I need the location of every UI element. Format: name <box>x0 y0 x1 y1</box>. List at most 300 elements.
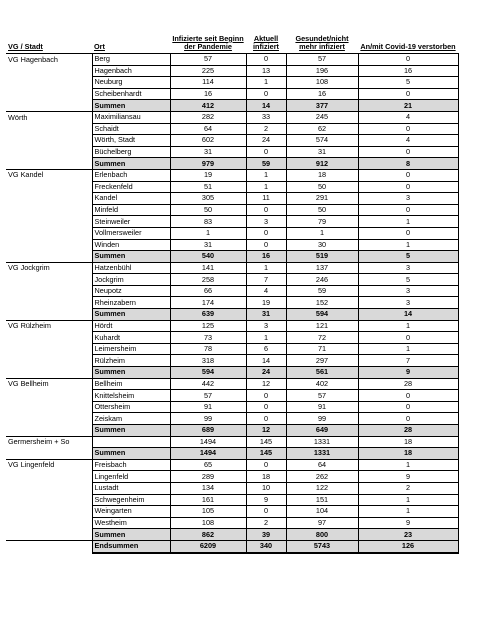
cell-verstorben: 126 <box>358 540 458 552</box>
cell-infiziert: 31 <box>170 239 246 251</box>
header-vg: VG / Stadt <box>6 16 92 54</box>
cell-infiziert: 114 <box>170 77 246 89</box>
cell-gesundet: 99 <box>286 413 358 425</box>
cell-aktuell: 1 <box>246 262 286 274</box>
cell-verstorben: 3 <box>358 193 458 205</box>
cell-gesundet: 152 <box>286 297 358 309</box>
cell-vg <box>6 227 92 239</box>
cell-verstorben: 14 <box>358 309 458 321</box>
cell-infiziert: 540 <box>170 251 246 263</box>
cell-ort: Erlenbach <box>92 169 170 181</box>
cell-gesundet: 50 <box>286 204 358 216</box>
cell-aktuell: 1 <box>246 169 286 181</box>
cell-gesundet: 50 <box>286 181 358 193</box>
cell-ort: Lustadt <box>92 482 170 494</box>
cell-vg <box>6 448 92 460</box>
cell-infiziert: 99 <box>170 413 246 425</box>
cell-verstorben: 7 <box>358 355 458 367</box>
cell-gesundet: 64 <box>286 459 358 471</box>
cell-verstorben: 0 <box>358 54 458 66</box>
cell-ort: Rheinzabern <box>92 297 170 309</box>
cell-gesundet: 519 <box>286 251 358 263</box>
cell-sum-label: Summen <box>92 448 170 460</box>
cell-aktuell: 0 <box>246 506 286 518</box>
cell-gesundet: 59 <box>286 285 358 297</box>
table-row <box>6 471 458 483</box>
cell-ort: Neuburg <box>92 77 170 89</box>
cell-infiziert: 412 <box>170 100 246 112</box>
cell-ort: Büchelberg <box>92 146 170 158</box>
cell-infiziert: 1494 <box>170 436 246 448</box>
cell-infiziert: 125 <box>170 320 246 332</box>
cell-gesundet: 377 <box>286 100 358 112</box>
table-row <box>6 390 458 402</box>
cell-aktuell: 3 <box>246 216 286 228</box>
cell-ort: Minfeld <box>92 204 170 216</box>
cell-verstorben: 18 <box>358 436 458 448</box>
cell-infiziert: 31 <box>170 146 246 158</box>
cell-gesundet: 121 <box>286 320 358 332</box>
table-row <box>6 88 458 100</box>
cell-vg <box>6 529 92 541</box>
cell-gesundet: 912 <box>286 158 358 170</box>
table-row <box>6 378 458 390</box>
table-row <box>6 181 458 193</box>
cell-infiziert: 51 <box>170 181 246 193</box>
cell-aktuell: 11 <box>246 193 286 205</box>
cell-infiziert: 289 <box>170 471 246 483</box>
cell-vg: VG Bellheim <box>8 379 49 389</box>
cell-verstorben: 3 <box>358 262 458 274</box>
cell-gesundet: 649 <box>286 425 358 437</box>
header-ort: Ort <box>92 16 170 54</box>
cell-infiziert: 6209 <box>170 540 246 552</box>
cell-infiziert: 1 <box>170 227 246 239</box>
cell-gesundet: 5743 <box>286 540 358 552</box>
cell-vg <box>6 146 92 158</box>
cell-ort: Steinweiler <box>92 216 170 228</box>
cell-vg <box>6 390 92 402</box>
cell-vg <box>6 506 92 518</box>
table-row <box>6 285 458 297</box>
cell-aktuell: 0 <box>246 239 286 251</box>
cell-gesundet: 104 <box>286 506 358 518</box>
cell-infiziert: 50 <box>170 204 246 216</box>
cell-aktuell: 340 <box>246 540 286 552</box>
cell-vg <box>6 413 92 425</box>
cell-ort: Neupotz <box>92 285 170 297</box>
cell-infiziert: 57 <box>170 54 246 66</box>
cell-ort: Hördt <box>92 320 170 332</box>
cell-gesundet: 97 <box>286 517 358 529</box>
cell-aktuell: 24 <box>246 135 286 147</box>
cell-gesundet: 57 <box>286 54 358 66</box>
cell-infiziert: 65 <box>170 459 246 471</box>
cell-aktuell: 1 <box>246 77 286 89</box>
table-row <box>6 65 458 77</box>
cell-aktuell: 39 <box>246 529 286 541</box>
cell-ort: Kandel <box>92 193 170 205</box>
cell-sum-label: Summen <box>92 100 170 112</box>
cell-ort: Jockgrim <box>92 274 170 286</box>
header-aktuell: Aktuell infiziert <box>246 16 286 54</box>
cell-verstorben: 4 <box>358 135 458 147</box>
summary-row <box>6 251 458 263</box>
cell-vg <box>6 517 92 529</box>
cell-infiziert: 105 <box>170 506 246 518</box>
cell-aktuell: 145 <box>246 448 286 460</box>
cell-verstorben: 0 <box>358 413 458 425</box>
cell-infiziert: 639 <box>170 309 246 321</box>
cell-vg: VG Jockgrim <box>8 263 50 273</box>
cell-verstorben: 0 <box>358 181 458 193</box>
cell-infiziert: 594 <box>170 367 246 379</box>
cell-vg <box>6 309 92 321</box>
table-row <box>6 169 458 181</box>
table-row <box>6 193 458 205</box>
cell-aktuell: 0 <box>246 459 286 471</box>
cell-aktuell: 0 <box>246 227 286 239</box>
cell-ort: Rülzheim <box>92 355 170 367</box>
covid-table <box>6 16 459 554</box>
cell-vg <box>6 239 92 251</box>
cell-vg <box>6 494 92 506</box>
table-row <box>6 262 458 274</box>
cell-infiziert: 134 <box>170 482 246 494</box>
cell-gesundet: 31 <box>286 146 358 158</box>
cell-infiziert: 78 <box>170 343 246 355</box>
cell-gesundet: 291 <box>286 193 358 205</box>
cell-infiziert: 57 <box>170 390 246 402</box>
cell-aktuell: 2 <box>246 123 286 135</box>
cell-vg <box>6 65 92 77</box>
cell-gesundet: 297 <box>286 355 358 367</box>
header-row <box>6 16 458 54</box>
cell-vg <box>6 204 92 216</box>
cell-infiziert: 225 <box>170 65 246 77</box>
table-row <box>6 494 458 506</box>
summary-row <box>6 367 458 379</box>
cell-ort: Freisbach <box>92 459 170 471</box>
cell-infiziert: 73 <box>170 332 246 344</box>
cell-verstorben: 18 <box>358 448 458 460</box>
cell-verstorben: 1 <box>358 506 458 518</box>
cell-aktuell: 0 <box>246 146 286 158</box>
cell-gesundet: 800 <box>286 529 358 541</box>
table-row <box>6 239 458 251</box>
cell-vg <box>6 88 92 100</box>
cell-gesundet: 62 <box>286 123 358 135</box>
cell-aktuell: 24 <box>246 367 286 379</box>
cell-sum-label: Summen <box>92 529 170 541</box>
cell-ort: Ottersheim <box>92 401 170 413</box>
cell-gesundet: 262 <box>286 471 358 483</box>
table-row <box>6 506 458 518</box>
cell-ort: Kuhardt <box>92 332 170 344</box>
cell-ort: Leimersheim <box>92 343 170 355</box>
cell-gesundet: 1 <box>286 227 358 239</box>
cell-verstorben: 0 <box>358 401 458 413</box>
cell-vg <box>6 401 92 413</box>
summary-row <box>6 448 458 460</box>
cell-infiziert: 282 <box>170 111 246 123</box>
cell-verstorben: 1 <box>358 216 458 228</box>
cell-vg <box>6 77 92 89</box>
table-row <box>6 482 458 494</box>
cell-verstorben: 4 <box>358 111 458 123</box>
cell-ort: Winden <box>92 239 170 251</box>
summary-row <box>6 158 458 170</box>
table-row <box>6 111 458 123</box>
cell-ort: Schaidt <box>92 123 170 135</box>
cell-sum-label: Summen <box>92 309 170 321</box>
cell-gesundet: 561 <box>286 367 358 379</box>
cell-verstorben: 0 <box>358 332 458 344</box>
cell-infiziert: 305 <box>170 193 246 205</box>
cell-sum-label: Summen <box>92 425 170 437</box>
cell-infiziert: 174 <box>170 297 246 309</box>
cell-infiziert: 16 <box>170 88 246 100</box>
cell-vg: VG Kandel <box>8 170 44 180</box>
cell-verstorben: 9 <box>358 471 458 483</box>
cell-vg <box>6 193 92 205</box>
table-row <box>6 517 458 529</box>
cell-gesundet: 137 <box>286 262 358 274</box>
cell-vg: VG Hagenbach <box>8 54 58 64</box>
cell-aktuell: 7 <box>246 274 286 286</box>
cell-aktuell: 0 <box>246 204 286 216</box>
covid-statistics-sheet <box>6 16 459 554</box>
cell-gesundet: 594 <box>286 309 358 321</box>
table-row <box>6 320 458 332</box>
table-row <box>6 135 458 147</box>
table-row <box>6 146 458 158</box>
cell-ort <box>92 436 170 448</box>
cell-total-label: Endsummen <box>92 540 170 552</box>
cell-gesundet: 18 <box>286 169 358 181</box>
cell-aktuell: 0 <box>246 54 286 66</box>
cell-verstorben: 3 <box>358 297 458 309</box>
cell-verstorben: 23 <box>358 529 458 541</box>
cell-gesundet: 30 <box>286 239 358 251</box>
cell-verstorben: 0 <box>358 204 458 216</box>
cell-aktuell: 14 <box>246 355 286 367</box>
table-row <box>6 297 458 309</box>
table-row <box>6 332 458 344</box>
summary-row <box>6 529 458 541</box>
cell-aktuell: 0 <box>246 390 286 402</box>
cell-ort: Lingenfeld <box>92 471 170 483</box>
table-row <box>6 413 458 425</box>
table-row <box>6 77 458 89</box>
cell-aktuell: 4 <box>246 285 286 297</box>
cell-ort: Hagenbach <box>92 65 170 77</box>
table-row <box>6 355 458 367</box>
cell-aktuell: 9 <box>246 494 286 506</box>
cell-verstorben: 8 <box>358 158 458 170</box>
cell-vg <box>6 297 92 309</box>
summary-row <box>6 100 458 112</box>
cell-verstorben: 0 <box>358 123 458 135</box>
cell-infiziert: 91 <box>170 401 246 413</box>
cell-aktuell: 0 <box>246 88 286 100</box>
summary-row <box>6 309 458 321</box>
cell-gesundet: 91 <box>286 401 358 413</box>
cell-vg <box>6 540 92 552</box>
cell-verstorben: 0 <box>358 146 458 158</box>
cell-aktuell: 1 <box>246 332 286 344</box>
cell-aktuell: 13 <box>246 65 286 77</box>
cell-vg <box>6 274 92 286</box>
cell-infiziert: 689 <box>170 425 246 437</box>
cell-vg <box>6 216 92 228</box>
cell-vg <box>6 425 92 437</box>
cell-vg <box>6 471 92 483</box>
cell-infiziert: 258 <box>170 274 246 286</box>
cell-ort: Wörth, Stadt <box>92 135 170 147</box>
cell-vg: Wörth <box>8 112 28 122</box>
cell-vg <box>6 343 92 355</box>
header-infiziert: Infizierte seit Beginn der Pandemie <box>170 16 246 54</box>
cell-verstorben: 16 <box>358 65 458 77</box>
cell-infiziert: 141 <box>170 262 246 274</box>
cell-gesundet: 574 <box>286 135 358 147</box>
table-row <box>6 204 458 216</box>
cell-vg <box>6 367 92 379</box>
cell-infiziert: 318 <box>170 355 246 367</box>
table-row <box>6 459 458 471</box>
cell-verstorben: 9 <box>358 367 458 379</box>
cell-verstorben: 1 <box>358 343 458 355</box>
table-row <box>6 436 458 448</box>
cell-vg <box>6 332 92 344</box>
cell-aktuell: 10 <box>246 482 286 494</box>
cell-aktuell: 6 <box>246 343 286 355</box>
cell-sum-label: Summen <box>92 251 170 263</box>
cell-aktuell: 14 <box>246 100 286 112</box>
cell-verstorben: 1 <box>358 494 458 506</box>
table-row <box>6 227 458 239</box>
cell-vg <box>6 285 92 297</box>
cell-vg: VG Lingenfeld <box>8 460 55 470</box>
cell-sum-label: Summen <box>92 367 170 379</box>
cell-aktuell: 145 <box>246 436 286 448</box>
cell-verstorben: 9 <box>358 517 458 529</box>
summary-row <box>6 425 458 437</box>
cell-sum-label: Summen <box>92 158 170 170</box>
cell-aktuell: 3 <box>246 320 286 332</box>
cell-aktuell: 59 <box>246 158 286 170</box>
table-row <box>6 216 458 228</box>
cell-vg: Germersheim + So <box>8 437 70 447</box>
cell-verstorben: 5 <box>358 251 458 263</box>
cell-gesundet: 402 <box>286 378 358 390</box>
cell-ort: Bellheim <box>92 378 170 390</box>
cell-verstorben: 0 <box>358 169 458 181</box>
cell-verstorben: 0 <box>358 227 458 239</box>
cell-infiziert: 66 <box>170 285 246 297</box>
cell-verstorben: 1 <box>358 320 458 332</box>
cell-gesundet: 71 <box>286 343 358 355</box>
cell-gesundet: 108 <box>286 77 358 89</box>
cell-verstorben: 2 <box>358 482 458 494</box>
cell-aktuell: 1 <box>246 181 286 193</box>
cell-infiziert: 64 <box>170 123 246 135</box>
cell-vg <box>6 135 92 147</box>
cell-infiziert: 1494 <box>170 448 246 460</box>
cell-gesundet: 246 <box>286 274 358 286</box>
cell-verstorben: 21 <box>358 100 458 112</box>
cell-verstorben: 1 <box>358 459 458 471</box>
cell-aktuell: 0 <box>246 401 286 413</box>
cell-infiziert: 161 <box>170 494 246 506</box>
cell-ort: Westheim <box>92 517 170 529</box>
cell-ort: Berg <box>92 54 170 66</box>
cell-vg <box>6 181 92 193</box>
cell-verstorben: 5 <box>358 77 458 89</box>
cell-gesundet: 1331 <box>286 436 358 448</box>
cell-vg <box>6 251 92 263</box>
cell-infiziert: 108 <box>170 517 246 529</box>
cell-verstorben: 5 <box>358 274 458 286</box>
cell-aktuell: 16 <box>246 251 286 263</box>
cell-infiziert: 602 <box>170 135 246 147</box>
cell-infiziert: 979 <box>170 158 246 170</box>
cell-vg: VG Rülzheim <box>8 321 51 331</box>
cell-verstorben: 0 <box>358 390 458 402</box>
cell-verstorben: 28 <box>358 425 458 437</box>
cell-ort: Scheibenhardt <box>92 88 170 100</box>
cell-infiziert: 442 <box>170 378 246 390</box>
cell-infiziert: 19 <box>170 169 246 181</box>
cell-aktuell: 18 <box>246 471 286 483</box>
cell-aktuell: 33 <box>246 111 286 123</box>
table-row <box>6 54 458 66</box>
cell-gesundet: 1331 <box>286 448 358 460</box>
cell-gesundet: 79 <box>286 216 358 228</box>
cell-ort: Weingarten <box>92 506 170 518</box>
table-body <box>6 54 458 553</box>
cell-gesundet: 57 <box>286 390 358 402</box>
cell-ort: Freckenfeld <box>92 181 170 193</box>
cell-gesundet: 122 <box>286 482 358 494</box>
cell-gesundet: 16 <box>286 88 358 100</box>
cell-verstorben: 0 <box>358 88 458 100</box>
cell-aktuell: 2 <box>246 517 286 529</box>
cell-aktuell: 12 <box>246 425 286 437</box>
cell-ort: Hatzenbühl <box>92 262 170 274</box>
cell-infiziert: 862 <box>170 529 246 541</box>
cell-verstorben: 1 <box>358 239 458 251</box>
cell-ort: Maximiliansau <box>92 111 170 123</box>
cell-vg <box>6 355 92 367</box>
cell-gesundet: 245 <box>286 111 358 123</box>
cell-vg <box>6 158 92 170</box>
cell-verstorben: 28 <box>358 378 458 390</box>
table-row <box>6 274 458 286</box>
cell-verstorben: 3 <box>358 285 458 297</box>
cell-ort: Knittelsheim <box>92 390 170 402</box>
cell-aktuell: 12 <box>246 378 286 390</box>
header-gesundet: Gesundet/nicht mehr infiziert <box>286 16 358 54</box>
cell-gesundet: 72 <box>286 332 358 344</box>
table-row <box>6 401 458 413</box>
cell-vg <box>6 123 92 135</box>
table-row <box>6 343 458 355</box>
cell-aktuell: 19 <box>246 297 286 309</box>
cell-vg <box>6 100 92 112</box>
cell-ort: Schwegenheim <box>92 494 170 506</box>
